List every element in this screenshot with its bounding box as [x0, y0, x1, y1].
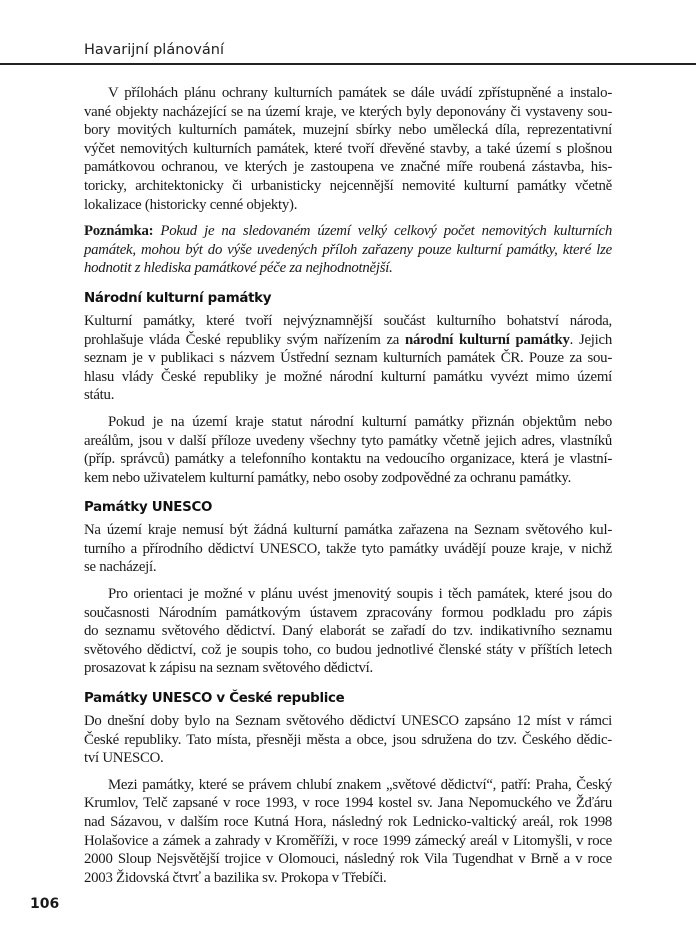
text-line: lokalizace (historicky cenné objekty).: [84, 196, 298, 213]
text-line: Kulturní památky, které tvoří nejvýznamnější součást kulturního bohatství národa,: [84, 312, 612, 329]
heading-unesco: Památky UNESCO: [84, 500, 213, 516]
text-line: seznam je v publikaci s názvem Ústřední seznam kulturních památek ČR. Pouze za sou-: [84, 350, 612, 367]
text-line: hodnotit z hlediska památkové péče za nejhodnotnější.: [84, 260, 393, 277]
paragraph-unesco: [84, 521, 612, 577]
text-line: vané objekty nacházející se na území kraje, ve kterých byly deponovány či vystaveny sou-: [84, 103, 612, 120]
paragraph-orientation: [84, 585, 612, 678]
text-line: turního a přírodního dědictví UNESCO, takže tyto památky uvádějí pouze kraje, v nichž: [84, 540, 612, 557]
text-line: (příp. správců) památky a telefonního kontaktu na vedoucího organizace, která je vlastní-: [84, 451, 612, 468]
text-line: výčet nemovitých kulturních památek, které tvoří dřevěné stavby, a také území s plošnou: [84, 140, 612, 157]
text-line: Pro orientaci je možné v plánu uvést jmenovitý soupis i těch památek, které jsou do: [108, 586, 612, 603]
text-segment: prohlašuje vláda České republiky svým nařízením za: [84, 331, 405, 348]
running-header: Havarijní plánování: [84, 42, 224, 58]
text-segment: . Jejich: [569, 331, 612, 348]
bold-term: národní kulturní památky: [404, 331, 570, 348]
page-body: [84, 84, 612, 895]
text-line: Na území kraje nemusí být žádná kulturní památka zařazena na Seznam světového kul-: [84, 522, 612, 539]
text-line: současnosti Národním památkovým ústavem zpracovány formou podkladu pro zápis: [84, 604, 612, 621]
paragraph-national-monuments: [84, 312, 612, 405]
text-line: hlasu vlády České republiky je možné národní kulturní památku vyvézt mimo území: [84, 368, 612, 385]
text-line: toricky, architektonicky či urbanisticky nejcennější nemovité kulturní památky včetně: [84, 177, 612, 194]
note-paragraph: [84, 222, 612, 278]
text-line: 2000 Sloup Nejsvětější trojice v Olomouci, následný rok Vila Tugendhat v Brně a v roce: [84, 851, 612, 868]
text-line: nad Sázavou, v dalším roce Kutná Hora, následný rok Lednicko-valtický areál, rok 1998: [84, 814, 612, 830]
text-line: Pokud je na území kraje statut národní kulturní památky přiznán objektům nebo: [108, 413, 612, 430]
text-line: [84, 331, 612, 350]
paragraph-unesco-list: [84, 776, 612, 888]
text-line: České republiky. Tato místa, přesněji města a obce, jsou sdružena do tzv. Českého dědic-: [84, 731, 612, 748]
text-line: památkovou ochranou, ve kterých je zastoupena ve značné míře roubená zástavba, his-: [84, 159, 612, 176]
paragraph-appendices: [84, 84, 612, 214]
text-line: Holašovice a zámek a zahrady v Kroměříži, v roce 1999 zámecký areál v Litomyšli, v roce: [84, 832, 612, 849]
heading-national-monuments: Národní kulturní památky: [84, 290, 272, 306]
text-line: do seznamu světového dědictví. Daný elaborát se zařadí do tzv. indikativního seznamu: [84, 623, 612, 640]
heading-unesco-czech: Památky UNESCO v České republice: [84, 691, 345, 707]
text-line: tví UNESCO.: [84, 750, 164, 767]
paragraph-status: [84, 413, 612, 487]
text-line: světového dědictví, což je soupis toho, co budou jednotlivé členské státy v příštích letech: [84, 641, 612, 658]
header-rule: [0, 63, 696, 65]
text-line: státu.: [84, 387, 115, 404]
text-line: areálům, jsou v další příloze uvedeny všechny tyto památky včetně jejich adres, vlastníků: [84, 432, 612, 449]
text-line: Do dnešní doby bylo na Seznam světového dědictví UNESCO zapsáno 12 míst v rámci: [84, 713, 612, 730]
text-line: kem nebo uživatelem kulturní památky, nebo osoby zodpovědné za ochranu památky.: [84, 469, 572, 486]
note-text: Pokud je na sledovaném území velký celkový počet nemovitých kulturních: [153, 223, 612, 240]
text-line: Mezi památky, které se právem chlubí znakem „světové dědictví“, patří: Praha, Český: [108, 776, 612, 793]
text-line: Krumlov, Telč zapsané v roce 1993, v roce 1994 kostel sv. Jana Nepomuckého ve Žďáru: [84, 795, 612, 812]
text-line: 2003 Židovská čtvrť a bazilika sv. Prokopa v Třebíči.: [84, 869, 387, 886]
paragraph-unesco-count: [84, 712, 612, 768]
text-line: V přílohách plánu ochrany kulturních památek se dále uvádí zpřístupněné a instalo-: [108, 85, 612, 101]
text-line: prosazovat k zápisu na seznam světového dědictví.: [84, 660, 373, 677]
text-line: památek, mohou být do výše uvedených příloh zařazeny pouze kulturní památky, které lze: [84, 241, 612, 258]
text-line: [84, 222, 612, 241]
text-line: bory movitých kulturních památek, muzejní sbírky nebo umělecká díla, reprezentativní: [84, 122, 612, 139]
note-label: Poznámka:: [84, 223, 154, 240]
page-number: 106: [30, 896, 60, 912]
text-line: se nacházejí.: [84, 559, 157, 576]
